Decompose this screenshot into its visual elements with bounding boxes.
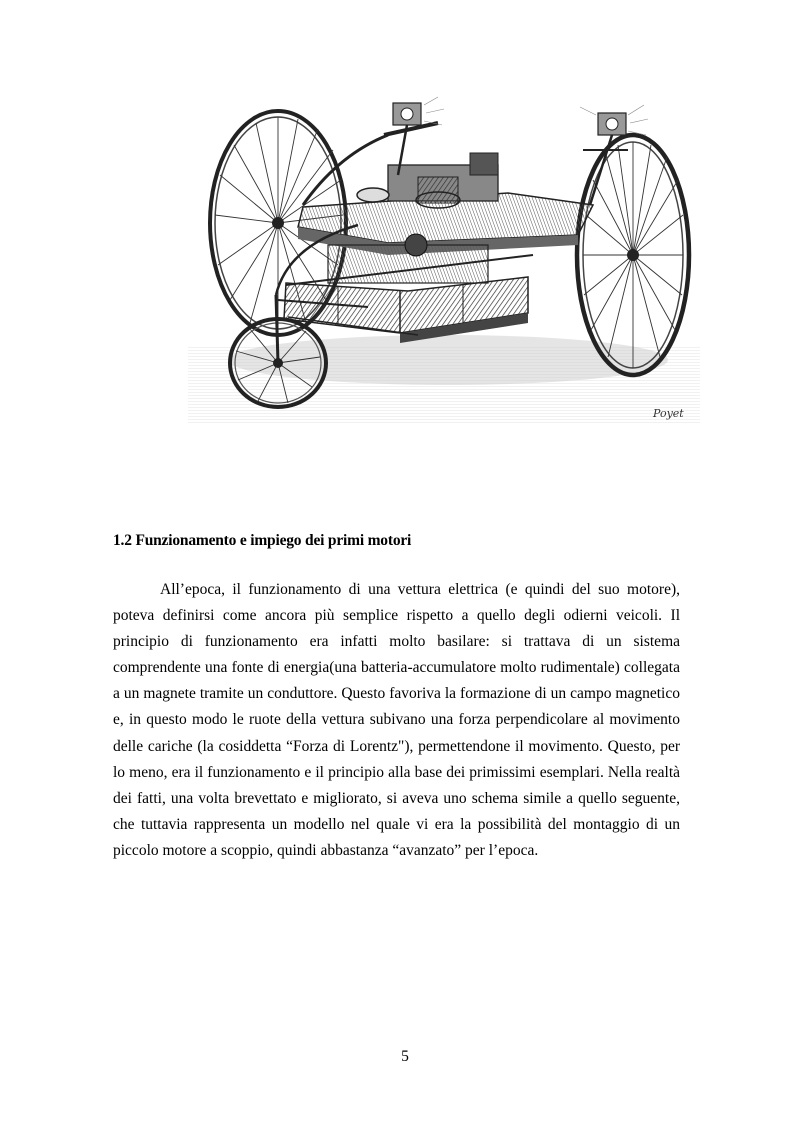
seat-platform xyxy=(298,153,593,255)
engraver-signature: Poyet xyxy=(653,407,684,420)
page-number: 5 xyxy=(401,1048,409,1065)
right-wheel-large xyxy=(577,135,689,375)
section-heading: 1.2 Funzionamento e impiego dei primi motori xyxy=(113,532,412,549)
left-lamp xyxy=(384,97,444,175)
section-paragraph: All’epoca, il funzionamento di una vettura elettrica (e quindi del suo motore), poteva definirsi come ancora più semplice rispetto a quello degli odierni veicoli. Il principio di funzionamento era infatti molto basilare: si trattava di un sistema comprendente una fonte di energia(una batteria-accumulatore molto rudimentale) collegata a un magnete tramite un conduttore. Questo favoriva la formazione di un campo magnetico e, in questo modo le ruote della vettura subivano una forza perpendicolare al movimento delle cariche (la cosiddetta “Forza di Lorentz"), permettendone il movimento. Questo, per lo meno, era il funzionamento e il principio alla base dei primissimi esemplari. Nella realtà dei fatti, una volta brevettato e migliorato, si aveva uno schema simile a quello seguente, che tuttavia rappresenta un modello nel quale vi era la possibilità del montaggio di un piccolo motore a scoppio, quindi abbastanza “avanzato” per l’epoca. xyxy=(113,581,680,859)
right-lamp xyxy=(580,105,648,205)
electric-tricycle-illustration xyxy=(188,95,700,425)
